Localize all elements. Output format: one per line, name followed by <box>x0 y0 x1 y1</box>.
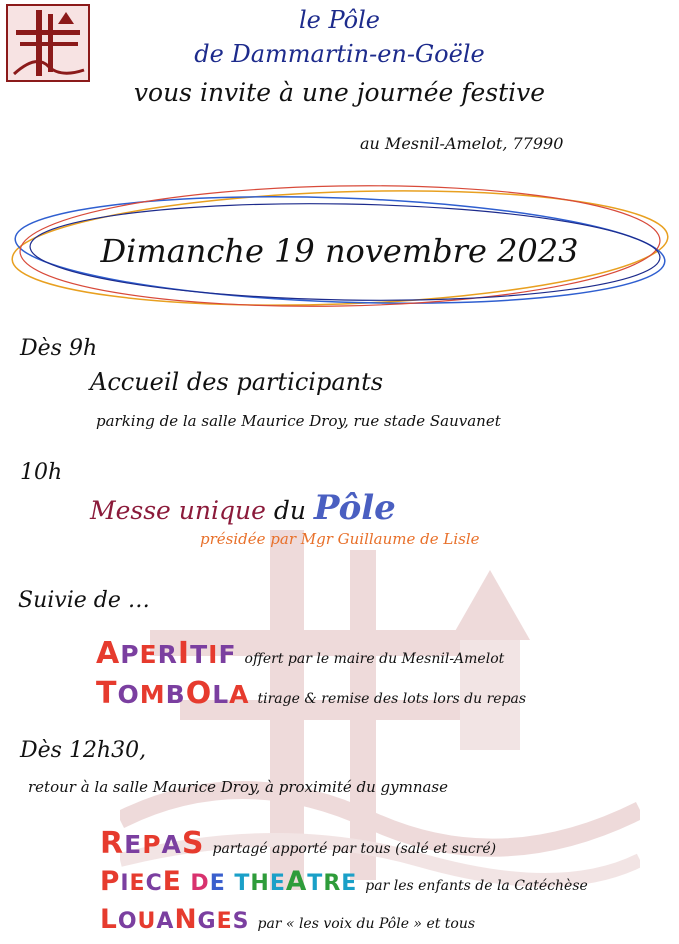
colored-letter: R <box>100 826 125 861</box>
colored-letter: B <box>165 680 186 709</box>
colored-letter: E <box>341 871 358 896</box>
activity-theatre <box>100 866 588 897</box>
colored-letter: O <box>117 680 140 709</box>
tombola-word <box>96 676 250 711</box>
colored-letter: U <box>137 909 157 934</box>
colored-letter: I <box>120 871 130 896</box>
colored-letter: P <box>142 830 162 859</box>
colored-letter: O <box>185 676 213 711</box>
colored-letter: A <box>96 636 121 671</box>
colored-letter: A <box>229 680 250 709</box>
colored-letter: D <box>190 871 210 896</box>
messe-du: du <box>273 496 306 525</box>
colored-letter: A <box>156 909 175 934</box>
colored-letter: R <box>323 871 342 896</box>
colored-letter: E <box>209 871 226 896</box>
event-date: Dimanche 19 novembre 2023 <box>100 232 579 270</box>
activity-aperitif <box>96 636 504 671</box>
colored-letter: E <box>129 871 146 896</box>
activity-tombola <box>96 676 526 711</box>
repas-desc: partagé apporté par tous (salé et sucré) <box>212 841 497 857</box>
colored-letter: L <box>100 904 118 935</box>
theatre-word <box>100 866 358 897</box>
messe-presided: présidée par Mgr Guillaume de Lisle <box>200 530 480 548</box>
colored-letter: S <box>232 909 250 934</box>
colored-letter: P <box>120 640 140 669</box>
location: au Mesnil-Amelot, 77990 <box>360 134 564 153</box>
colored-letter: E <box>216 909 233 934</box>
colored-letter: E <box>269 871 286 896</box>
louanges-desc: par « les voix du Pôle » et tous <box>257 916 476 932</box>
colored-letter: T <box>234 871 251 896</box>
time-10h: 10h <box>20 460 63 485</box>
colored-letter: G <box>197 909 217 934</box>
colored-letter: E <box>139 640 158 669</box>
colored-letter: O <box>117 909 138 934</box>
time-12h30: Dès 12h30, <box>20 738 147 763</box>
colored-letter: T <box>96 676 118 711</box>
activity-repas <box>100 826 496 861</box>
colored-letter: A <box>161 830 182 859</box>
colored-letter: E <box>162 866 182 897</box>
theatre-desc: par les enfants de la Catéchèse <box>365 878 588 894</box>
accueil-title: Accueil des participants <box>90 368 384 396</box>
colored-letter: S <box>181 826 205 861</box>
colored-letter <box>226 871 235 896</box>
colored-letter: H <box>250 871 270 896</box>
colored-letter: T <box>190 640 209 669</box>
colored-letter: R <box>157 640 178 669</box>
retour-text: retour à la salle Maurice Droy, à proximité du gymnase <box>28 778 448 796</box>
colored-letter: C <box>145 871 163 896</box>
suivie-de: Suivie de … <box>18 588 150 613</box>
colored-letter: L <box>212 680 230 709</box>
accueil-place: parking de la salle Maurice Droy, rue stade Sauvanet <box>96 412 501 430</box>
colored-letter: I <box>177 636 191 671</box>
colored-letter: T <box>307 871 324 896</box>
aperitif-word <box>96 636 237 671</box>
colored-letter <box>182 871 191 896</box>
louanges-word <box>100 904 250 935</box>
repas-word <box>100 826 205 861</box>
time-9h: Dès 9h <box>20 336 98 361</box>
aperitif-desc: offert par le maire du Mesnil-Amelot <box>244 651 505 667</box>
messe-unique: Messe unique <box>90 496 266 525</box>
header-line-2: de Dammartin-en-Goële <box>194 40 485 68</box>
activity-louanges <box>100 904 475 935</box>
colored-letter: A <box>285 866 308 897</box>
colored-letter: N <box>174 904 198 935</box>
colored-letter: P <box>100 866 121 897</box>
colored-letter: M <box>139 680 166 709</box>
colored-letter: F <box>218 640 237 669</box>
messe-line <box>90 488 396 528</box>
messe-pole: Pôle <box>313 488 396 528</box>
header-line-1: le Pôle <box>298 6 380 34</box>
colored-letter: E <box>124 830 143 859</box>
tombola-desc: tirage & remise des lots lors du repas <box>257 691 527 707</box>
colored-letter: I <box>208 640 219 669</box>
header-line-3: vous invite à une journée festive <box>133 78 546 107</box>
